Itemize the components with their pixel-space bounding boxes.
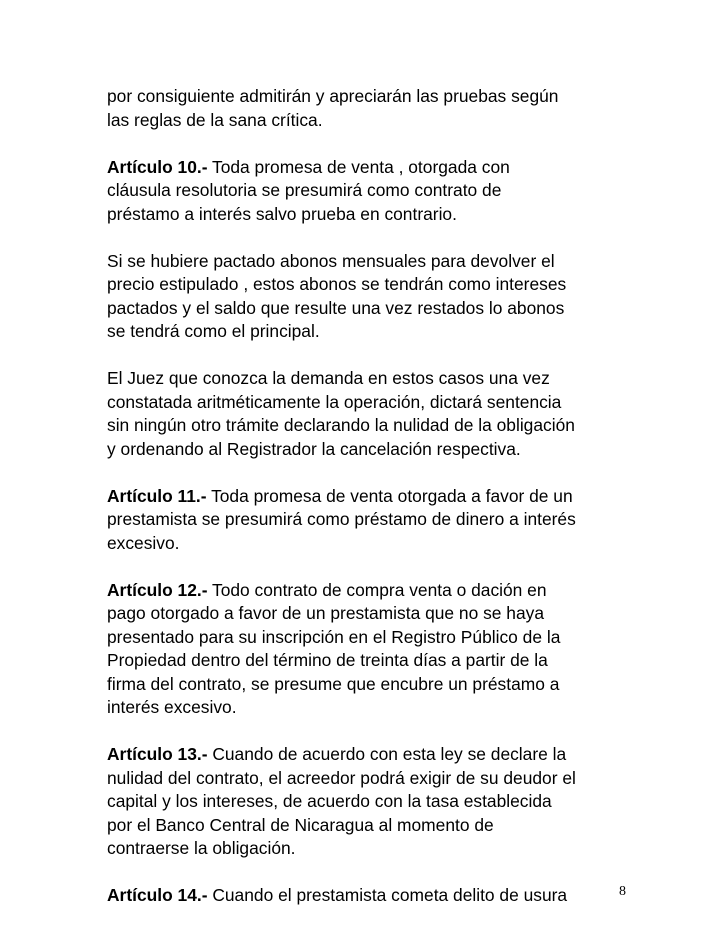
text-line: Artículo 14.- Cuando el prestamista cometa delito de usura — [107, 885, 568, 905]
page-number: 8 — [619, 884, 626, 899]
text-line: las reglas de la sana crítica. — [107, 109, 323, 130]
text-line: contraerse la obligación. — [107, 838, 296, 858]
text-line: Si se hubiere pactado abonos mensuales para devolver el — [107, 250, 555, 271]
text-line: Artículo 11.- Toda promesa de venta otorgada a favor de un — [107, 485, 573, 506]
article-14 — [107, 884, 627, 908]
text-line: Artículo 10.- Toda promesa de venta , otorgada con — [107, 156, 510, 177]
article-11 — [107, 485, 627, 556]
text-line: Propiedad dentro del término de treinta días a partir de la — [107, 650, 548, 670]
text-line: por consiguiente admitirán y apreciarán las pruebas según — [107, 86, 559, 106]
text-line: precio estipulado , estos abonos se tendrán como intereses — [107, 274, 567, 294]
article-label: Artículo 12.- — [107, 579, 208, 600]
text-line: presentado para su inscripción en el Registro Público de la — [107, 626, 561, 647]
text-line: pactados y el saldo que resulte una vez restados lo abonos — [107, 297, 565, 318]
text-line: y ordenando al Registrador la cancelación respectiva. — [107, 438, 521, 459]
text-line: cláusula resolutoria se presumirá como contrato de — [107, 180, 502, 200]
paragraph-abonos — [107, 250, 627, 344]
article-13 — [107, 743, 627, 861]
body-text — [107, 85, 627, 931]
text-line: préstamo a interés salvo prueba en contrario. — [107, 203, 457, 224]
text-line: constatada aritméticamente la operación, dictará sentencia — [107, 391, 562, 412]
paragraph-juez — [107, 367, 627, 461]
text-line: interés excesivo. — [107, 697, 237, 717]
article-label: Artículo 11.- — [107, 485, 207, 506]
article-10 — [107, 156, 627, 227]
paragraph-sana-critica — [107, 85, 627, 132]
article-label: Artículo 13.- — [107, 744, 208, 764]
text-line: prestamista se presumirá como préstamo de dinero a interés — [107, 509, 576, 529]
article-label: Artículo 10.- — [107, 156, 208, 177]
text-line: Artículo 12.- Todo contrato de compra venta o dación en — [107, 579, 547, 600]
text-line: pago otorgado a favor de un prestamista que no se haya — [107, 603, 544, 623]
text-line: sin ningún otro trámite declarando la nulidad de la obligación — [107, 415, 575, 435]
text-line: El Juez que conozca la demanda en estos casos una vez — [107, 368, 550, 388]
text-line: firma del contrato, se presume que encubre un préstamo a — [107, 673, 560, 694]
article-12 — [107, 579, 627, 720]
text-line: excesivo. — [107, 532, 180, 553]
text-line: Artículo 13.- Cuando de acuerdo con esta ley se declare la — [107, 744, 567, 764]
text-line: por el Banco Central de Nicaragua al momento de — [107, 814, 494, 835]
text-line: capital y los intereses, de acuerdo con la tasa establecida — [107, 791, 552, 811]
text-line: se tendrá como el principal. — [107, 321, 320, 341]
article-label: Artículo 14.- — [107, 885, 208, 905]
text-line: nulidad del contrato, el acreedor podrá exigir de su deudor el — [107, 767, 576, 788]
